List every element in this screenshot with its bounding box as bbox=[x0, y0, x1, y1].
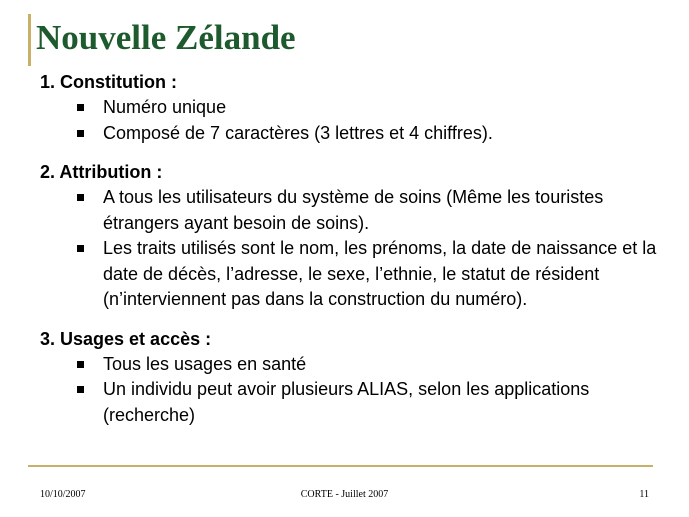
section-usages bbox=[40, 327, 680, 429]
square-bullet-icon bbox=[77, 104, 84, 111]
bullet-list bbox=[40, 185, 680, 313]
bullet-item bbox=[40, 352, 673, 378]
section-heading: 3. Usages et accès : bbox=[40, 328, 212, 349]
section-attribution bbox=[40, 160, 680, 313]
bullet-list bbox=[40, 352, 680, 429]
square-bullet-icon bbox=[77, 194, 84, 201]
section-constitution bbox=[40, 70, 680, 146]
title-accent-line bbox=[28, 14, 31, 66]
square-bullet-icon bbox=[77, 361, 84, 368]
bullet-item bbox=[40, 377, 673, 428]
page-number: 11 bbox=[639, 489, 649, 500]
bullet-item bbox=[40, 121, 673, 147]
bullet-text: Un individu peut avoir plusieurs ALIAS, selon les applications (recherche) bbox=[103, 379, 590, 425]
footer-event: CORTE - Juillet 2007 bbox=[300, 489, 389, 500]
bullet-text: Les traits utilisés sont le nom, les prénoms, la date de naissance et la date de décès, l’adresse, le sexe, l’ethnie, le statut de résident (n’interviennent pas dans la construction du numéro). bbox=[103, 238, 657, 309]
section-heading: 1. Constitution : bbox=[40, 72, 177, 92]
bullet-text: Composé de 7 caractères (3 lettres et 4 chiffres). bbox=[103, 122, 493, 143]
footer-divider bbox=[28, 465, 653, 467]
square-bullet-icon bbox=[77, 130, 84, 137]
bullet-text: Tous les usages en santé bbox=[103, 353, 307, 374]
bullet-item bbox=[40, 185, 673, 236]
bullet-list bbox=[40, 95, 680, 146]
bullet-item bbox=[40, 236, 673, 313]
square-bullet-icon bbox=[77, 386, 84, 393]
square-bullet-icon bbox=[77, 245, 84, 252]
bullet-text: A tous les utilisateurs du système de soins (Même les touristes étrangers ayant besoin de soins). bbox=[103, 187, 604, 233]
slide-content bbox=[40, 70, 680, 442]
bullet-item bbox=[40, 95, 673, 121]
bullet-text: Numéro unique bbox=[103, 97, 227, 117]
footer-date: 10/10/2007 bbox=[40, 489, 86, 500]
slide-title: Nouvelle Zélande bbox=[36, 18, 296, 57]
section-heading: 2. Attribution : bbox=[40, 162, 163, 182]
